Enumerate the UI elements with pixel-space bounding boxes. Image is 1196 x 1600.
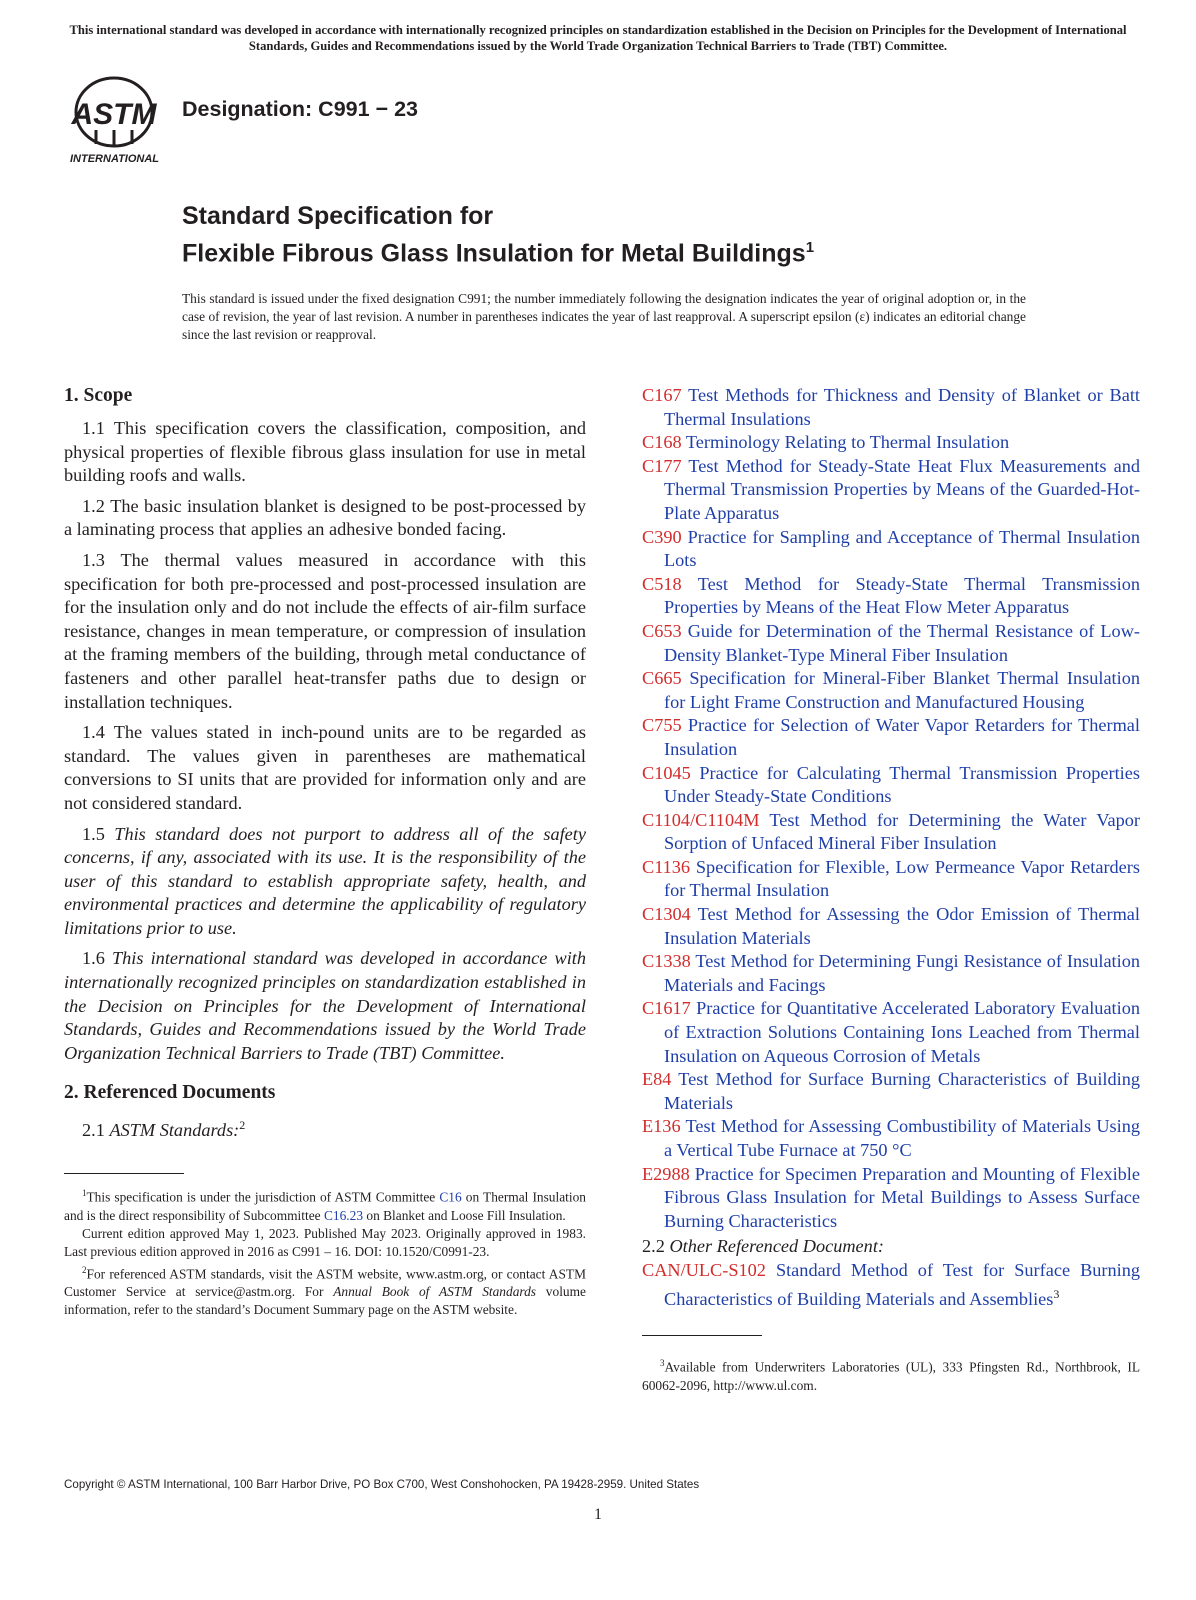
title-line-2 <box>182 232 814 269</box>
reference-code[interactable]: C755 <box>642 715 682 736</box>
other-referenced-subheading <box>642 1235 1140 1259</box>
footnote-1-edition: Current edition approved May 1, 2023. Published May 2023. Originally approved in 1983. Last previous edition approved in 2016 as C991 – 16. DOI: 10.1520/C0991-23. <box>64 1225 586 1259</box>
designation: Designation: C991 − 23 <box>182 97 418 121</box>
footnote-rule <box>64 1173 184 1174</box>
reference-item[interactable] <box>642 903 1140 950</box>
footnote-mark: 3 <box>660 1358 665 1369</box>
reference-code[interactable]: C653 <box>642 620 682 641</box>
para-number: 1.3 <box>82 549 105 570</box>
para-number: 1.1 <box>82 418 105 438</box>
reference-code[interactable]: E136 <box>642 1116 681 1137</box>
copyright-notice: Copyright © ASTM International, 100 Barr Harbor Drive, PO Box C700, West Conshohocken, PA 19428-2959. United States <box>64 1478 700 1491</box>
subheading-text: Other Referenced Document: <box>669 1236 884 1257</box>
reference-title[interactable]: Test Method for Assessing the Odor Emission of Thermal Insulation Materials <box>664 904 1140 948</box>
logo-subtext: INTERNATIONAL <box>70 153 160 165</box>
title-line-1: Standard Specification for <box>182 202 494 230</box>
issuance-note: This standard is issued under the fixed designation C991; the number immediately following the designation indicates the year of original adoption or, in the case of revision, the year of last revision. A number in parentheses indicates the year of last reapproval. A superscript epsilon (ε) indicates an editorial change since the last revision or reapproval. <box>182 291 1026 342</box>
reference-item[interactable] <box>642 762 1140 809</box>
footnote-mark-2[interactable]: 2 <box>239 1118 246 1133</box>
reference-title[interactable]: Practice for Specimen Preparation and Mounting of Flexible Fibrous Glass Insulation for Metal Buildings to Assess Surface Burning Characteristics <box>664 1163 1140 1231</box>
reference-title[interactable]: Practice for Selection of Water Vapor Retarders for Thermal Insulation <box>664 715 1140 759</box>
reference-item[interactable] <box>642 950 1140 997</box>
reference-title[interactable]: Terminology Relating to Thermal Insulation <box>685 432 1010 453</box>
reference-title[interactable]: Standard Method of Test for Surface Burning Characteristics of Building Materials and Assemblies <box>664 1259 1140 1309</box>
reference-item[interactable] <box>642 1259 1140 1311</box>
scope-1-3 <box>64 549 586 714</box>
reference-title[interactable]: Practice for Calculating Thermal Transmission Properties Under Steady-State Conditions <box>664 762 1140 807</box>
reference-code[interactable]: C665 <box>642 668 682 689</box>
footnotes-left <box>64 1184 586 1319</box>
scope-1-2 <box>64 495 586 542</box>
reference-title[interactable]: Practice for Quantitative Accelerated Laboratory Evaluation of Extraction Solutions Containing Ions Leached from Thermal Insulation on Aqueous Corrosion of Metals <box>664 998 1140 1066</box>
para-text: This standard does not purport to address all of the safety concerns, if any, associated with its use. It is the responsibility of the user of this standard to establish appropriate safety, health, and environmental practices and determine the applicability of regulatory limitations prior to use. <box>64 823 586 938</box>
footnote-text: This specification is under the jurisdiction of ASTM Committee <box>86 1189 436 1205</box>
footnote-text: For referenced ASTM standards, visit the ASTM website, www.astm.org, or contact ASTM Customer Service at service@astm.org. For <box>64 1266 586 1300</box>
reference-code[interactable]: C177 <box>642 455 682 476</box>
scope-1-1 <box>64 417 586 488</box>
reference-item[interactable] <box>642 384 1140 431</box>
reference-item[interactable] <box>642 1115 1140 1162</box>
scope-1-4 <box>64 721 586 815</box>
footnote-mark: 2 <box>82 1264 87 1275</box>
scope-1-5 <box>64 823 586 941</box>
reference-item[interactable] <box>642 997 1140 1068</box>
committee-link[interactable]: C16 <box>439 1189 462 1205</box>
footnote-3 <box>642 1354 1140 1394</box>
subheading-text: ASTM Standards: <box>109 1120 240 1141</box>
reference-code[interactable]: C518 <box>642 573 682 594</box>
para-text: This specification covers the classification, composition, and physical properties of flexible fibrous glass insulation for use in metal building roofs and walls. <box>64 418 586 486</box>
footnote-1 <box>64 1184 586 1224</box>
reference-code[interactable]: C168 <box>642 432 682 453</box>
title-footnote-mark[interactable]: 1 <box>805 239 815 256</box>
reference-item[interactable] <box>642 620 1140 667</box>
document-title <box>182 200 814 269</box>
left-column <box>64 384 586 1319</box>
para-number: 2.1 <box>82 1120 105 1141</box>
reference-title[interactable]: Test Methods for Thickness and Density of Blanket or Batt Thermal Insulations <box>664 385 1140 429</box>
footnote-mark: 1 <box>82 1188 87 1199</box>
reference-title[interactable]: Guide for Determination of the Thermal Resistance of Low-Density Blanket-Type Mineral Fiber Insulation <box>664 620 1140 665</box>
reference-code[interactable]: E2988 <box>642 1163 690 1184</box>
para-number: 1.2 <box>82 495 105 516</box>
reference-code[interactable]: C1617 <box>642 998 691 1019</box>
footnote-text: volume information, refer to the standard’s Document Summary page on the ASTM website. <box>64 1284 586 1318</box>
reference-code[interactable]: C167 <box>642 385 682 405</box>
reference-item[interactable] <box>642 809 1140 856</box>
reference-item[interactable] <box>642 1163 1140 1234</box>
scope-1-6 <box>64 947 586 1065</box>
reference-title[interactable]: Test Method for Surface Burning Characteristics of Building Materials <box>664 1069 1140 1113</box>
footnote-2 <box>64 1261 586 1319</box>
para-number: 1.6 <box>82 948 105 969</box>
footnotes-right <box>642 1354 1140 1394</box>
title-line-2-text: Flexible Fibrous Glass Insulation for Metal Buildings <box>182 239 806 268</box>
reference-title[interactable]: Test Method for Steady-State Heat Flux Measurements and Thermal Transmission Properties by Means of the Guarded-Hot-Plate Apparatus <box>664 455 1140 523</box>
reference-item[interactable] <box>642 526 1140 573</box>
right-column <box>642 384 1140 1395</box>
reference-title[interactable]: Test Method for Determining the Water Vapor Sorption of Unfaced Mineral Fiber Insulation <box>664 809 1140 854</box>
reference-title[interactable]: Specification for Flexible, Low Permeance Vapor Retarders for Thermal Insulation <box>664 856 1140 901</box>
astm-reference-list <box>642 384 1140 1233</box>
reference-item[interactable] <box>642 455 1140 526</box>
reference-code[interactable]: C1304 <box>642 904 691 925</box>
reference-code[interactable]: C1136 <box>642 856 691 877</box>
reference-code[interactable]: CAN/ULC-S102 <box>642 1259 766 1280</box>
reference-item[interactable] <box>642 1068 1140 1115</box>
footnote-text: on Thermal Insulation and is the direct responsibility of Subcommittee <box>64 1189 587 1223</box>
reference-item[interactable] <box>642 714 1140 761</box>
footnote-rule <box>642 1335 762 1336</box>
logo-text: ASTM <box>71 98 157 131</box>
reference-item[interactable] <box>642 573 1140 620</box>
reference-code[interactable]: C1104/C1104M <box>642 809 760 830</box>
footnote-text: Available from Underwriters Laboratories (UL), 333 Pfingsten Rd., Northbrook, IL 60062-2096, http://www.ul.com. <box>642 1359 1140 1393</box>
para-number: 1.5 <box>82 823 105 844</box>
para-text: The basic insulation blanket is designed to be post-processed by a laminating process that applies an adhesive bonded facing. <box>64 495 587 540</box>
reference-item[interactable] <box>642 667 1140 714</box>
para-text: The thermal values measured in accordance with this specification for both pre-processed and post-processed insulation are for the insulation only and do not include the effects of air-film surface resistance, changes in mean temperature, or compression of insulation at the framing members of the building, through metal conductance of fasteners and other parallel heat-transfer paths due to design or installation techniques. <box>64 549 586 712</box>
reference-code[interactable]: E84 <box>642 1069 672 1090</box>
para-text: The values stated in inch-pound units are to be regarded as standard. The values given in parentheses are mathematical conversions to SI units that are provided for information only and are not considered standard. <box>64 722 586 813</box>
reference-code[interactable]: C1338 <box>642 951 691 972</box>
para-number: 1.4 <box>82 722 105 743</box>
subcommittee-link[interactable]: C16.23 <box>323 1207 364 1223</box>
reference-code[interactable]: C1045 <box>642 762 691 783</box>
reference-item[interactable] <box>642 856 1140 903</box>
top-notice: This international standard was developed in accordance with internationally recognized principles on standardization established in the Decision on Principles for the Development of International Standards, Guides and Recommendations issued by the World Trade Organization Technical Barriers to Trade (TBT) Committee. <box>69 23 1127 53</box>
reference-title[interactable]: Test Method for Steady-State Thermal Transmission Properties by Means of the Heat Flow Meter Apparatus <box>664 573 1140 618</box>
astm-standards-subheading <box>64 1114 586 1143</box>
reference-title[interactable]: Test Method for Determining Fungi Resistance of Insulation Materials and Facings <box>664 951 1140 995</box>
reference-title[interactable]: Specification for Mineral-Fiber Blanket Thermal Insulation for Light Frame Construction and Manufactured Housing <box>664 668 1140 712</box>
para-text: This international standard was developed in accordance with internationally recognized principles on standardization established in the Decision on Principles for the Development of International Standards, Guides and Recommendations issued by the World Trade Organization Technical Barriers to Trade (TBT) Committee. <box>64 948 586 1063</box>
referenced-documents-heading: 2. Referenced Documents <box>64 1082 276 1104</box>
astm-logo <box>66 72 170 168</box>
reference-title[interactable]: Test Method for Assessing Combustibility of Materials Using a Vertical Tube Furnace at 750 °C <box>664 1116 1140 1160</box>
para-number: 2.2 <box>642 1236 665 1257</box>
footnote-mark-3[interactable]: 3 <box>1053 1286 1060 1301</box>
reference-code[interactable]: C390 <box>642 526 682 547</box>
reference-title[interactable]: Practice for Sampling and Acceptance of Thermal Insulation Lots <box>664 526 1140 571</box>
scope-heading: 1. Scope <box>64 385 133 406</box>
reference-item[interactable] <box>642 431 1140 455</box>
footnote-book-title: Annual Book of ASTM Standards <box>333 1284 537 1300</box>
page-number: 1 <box>594 1506 602 1523</box>
footnote-text: on Blanket and Loose Fill Insulation. <box>366 1207 566 1223</box>
